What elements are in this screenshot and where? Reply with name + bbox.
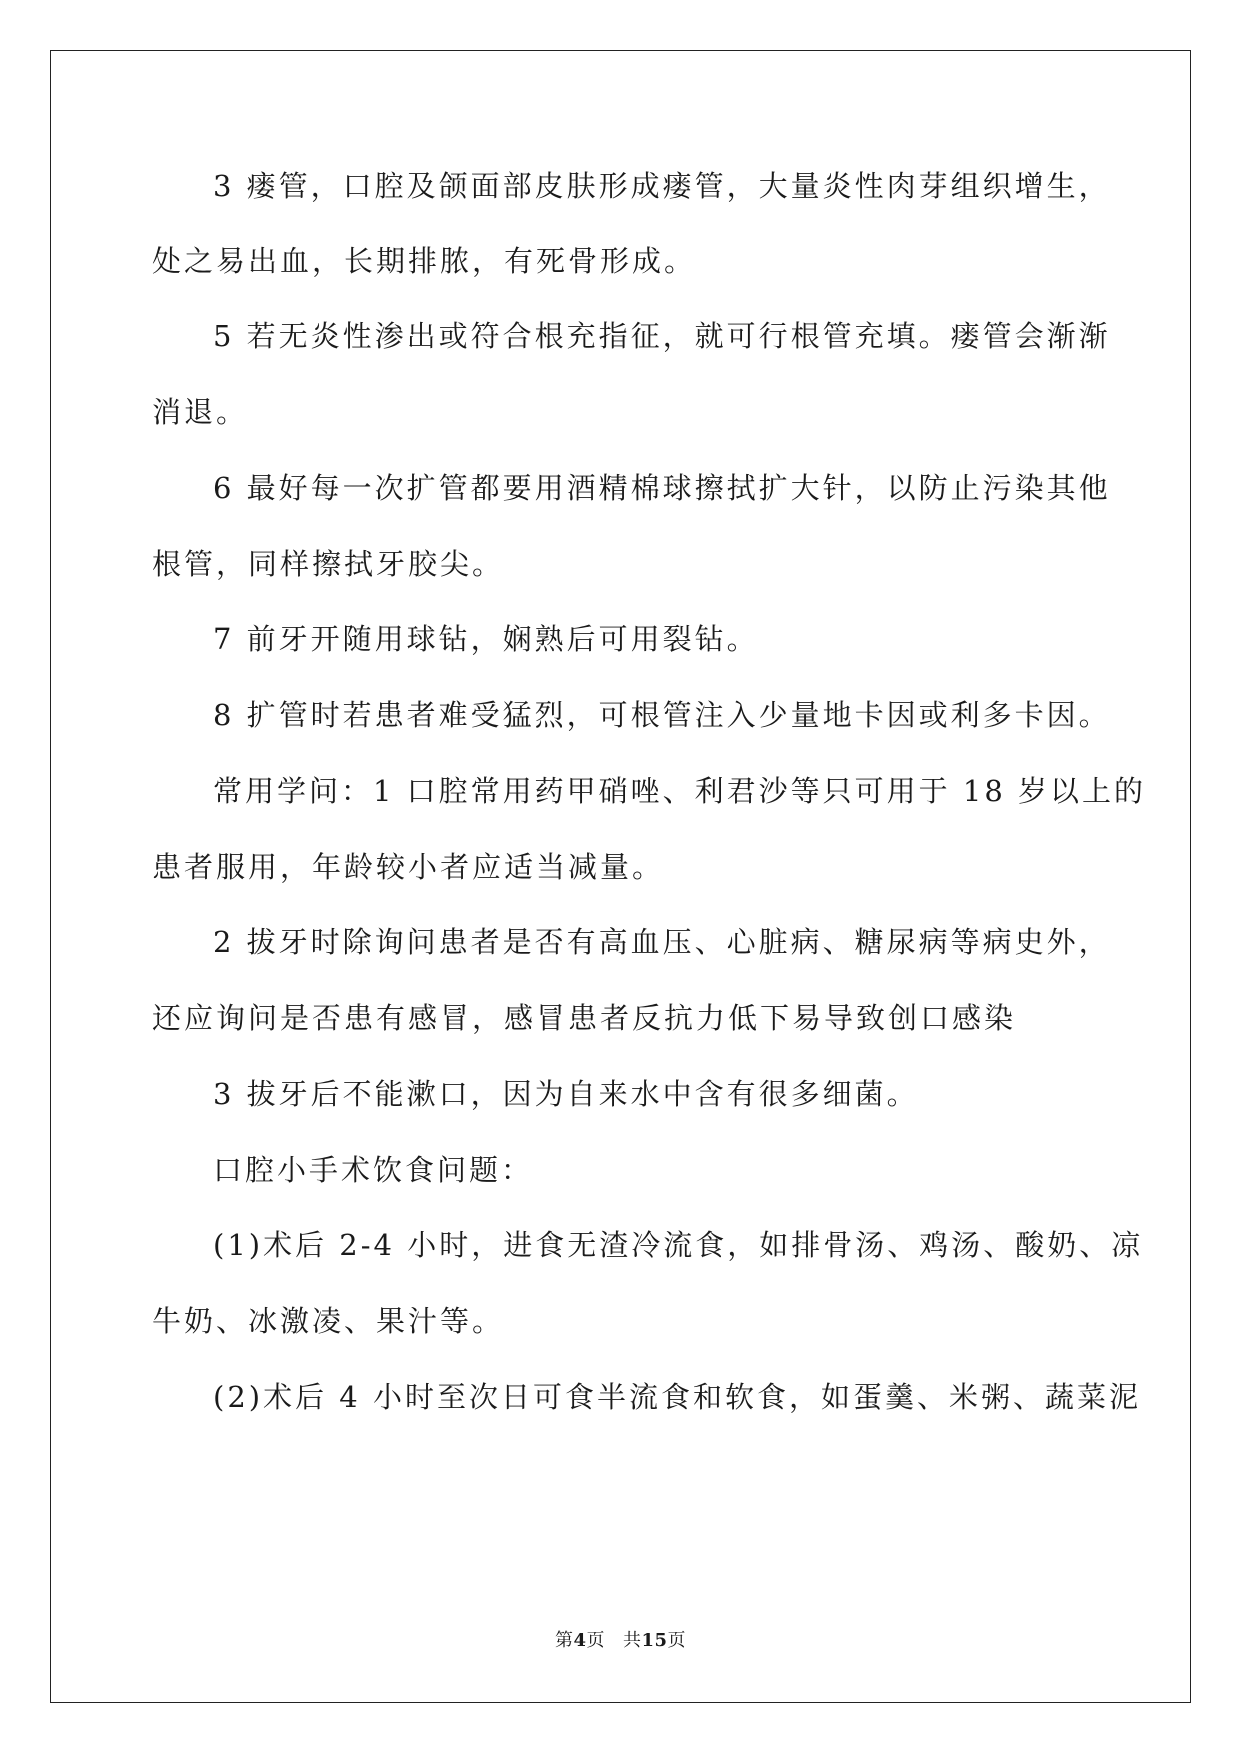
paragraph-line: 患者服用，年龄较小者应适当减量。 [152,850,665,884]
paragraph-line: 牛奶、冰激凌、果汁等。 [152,1304,505,1338]
paragraph-line: 处之易出血，长期排脓，有死骨形成。 [152,244,697,278]
paragraph-line: 消退。 [152,395,249,429]
total-prefix: 共 [622,1630,642,1651]
paragraph-line: (2)术后 4 小时至次日可食半流食和软食，如蛋羹、米粥、蔬菜泥 [213,1380,1141,1414]
paragraph-line: 口腔小手术饮食问题： [213,1153,534,1187]
paragraph-line: 8 扩管时若患者难受猛烈，可根管注入少量地卡因或利多卡因。 [213,698,1111,732]
paragraph-line: 3 拔牙后不能漱口，因为自来水中含有很多细菌。 [213,1077,919,1111]
page-mid: 页 [586,1630,605,1651]
paragraph-line: 根管，同样擦拭牙胶尖。 [152,547,505,581]
page-current: 4 [573,1630,587,1651]
paragraph-line: 常用学问：1 口腔常用药甲硝唑、利君沙等只可用于 18 岁以上的 [213,774,1147,808]
paragraph-line: 3 瘘管，口腔及颌面部皮肤形成瘘管，大量炎性肉芽组织增生， [213,169,1111,203]
page-footer [0,1629,1241,1653]
paragraph-line: 5 若无炎性渗出或符合根充指征，就可行根管充填。瘘管会渐渐 [213,319,1111,353]
paragraph-line: 还应询问是否患有感冒，感冒患者反抗力低下易导致创口感染 [152,1001,1017,1035]
paragraph-line: 6 最好每一次扩管都要用酒精棉球擦拭扩大针，以防止污染其他 [213,471,1111,505]
paragraph-line: 7 前牙开随用球钻，娴熟后可用裂钻。 [213,622,759,656]
page-total: 15 [641,1630,668,1651]
paragraph-line: (1)术后 2-4 小时，进食无渣冷流食，如排骨汤、鸡汤、酸奶、凉 [213,1228,1144,1262]
paragraph-line: 2 拔牙时除询问患者是否有高血压、心脏病、糖尿病等病史外， [213,925,1111,959]
total-suffix: 页 [667,1630,687,1651]
page-prefix: 第 [554,1630,574,1651]
